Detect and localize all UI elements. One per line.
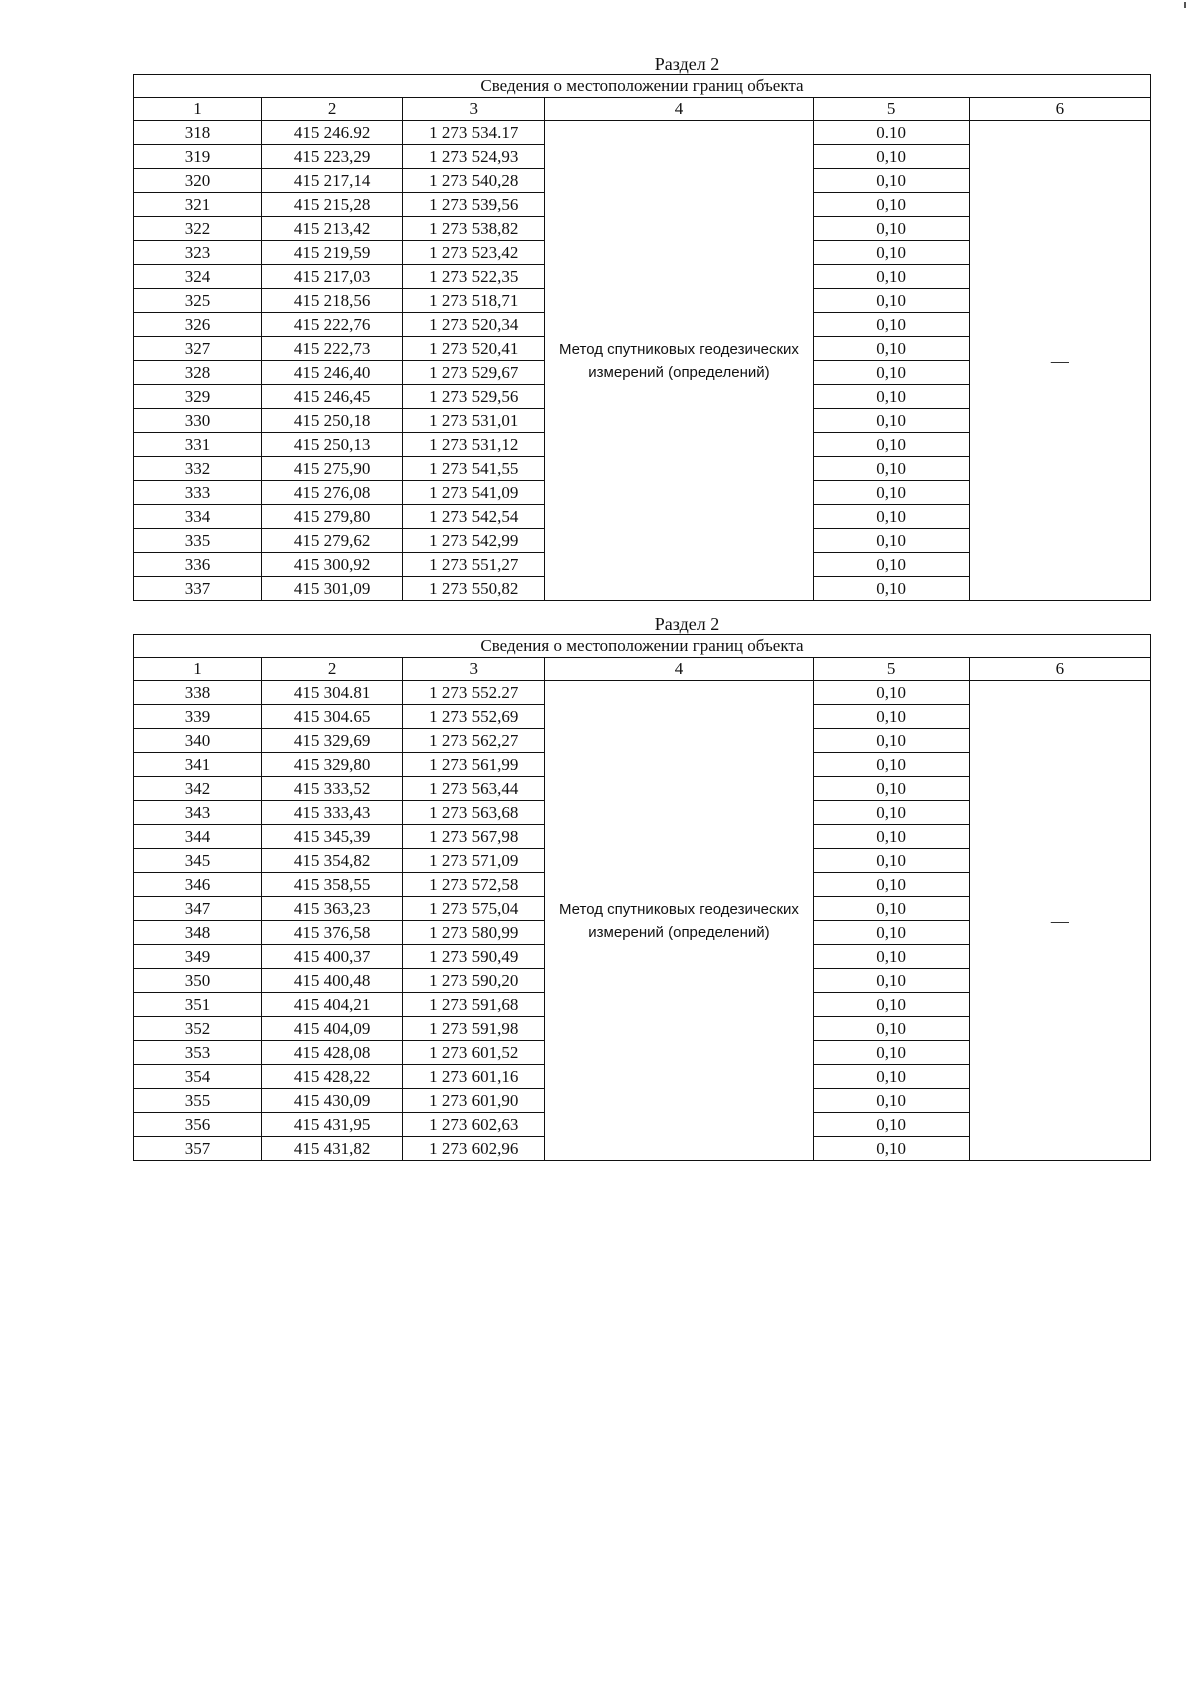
coordinate-y: 1 273 591,68 [403, 993, 545, 1017]
point-number: 329 [134, 385, 262, 409]
accuracy-value: 0,10 [813, 1017, 969, 1041]
accuracy-value: 0,10 [813, 1065, 969, 1089]
column-header-3: 3 [403, 98, 545, 121]
coordinate-x: 415 222,73 [262, 337, 403, 361]
point-number: 335 [134, 529, 262, 553]
coordinate-y: 1 273 529,67 [403, 361, 545, 385]
accuracy-value: 0,10 [813, 825, 969, 849]
coordinate-y: 1 273 542,54 [403, 505, 545, 529]
point-number: 344 [134, 825, 262, 849]
column-6-value: — [969, 121, 1150, 601]
point-number: 332 [134, 457, 262, 481]
coordinate-y: 1 273 552.27 [403, 681, 545, 705]
column-header-5: 5 [813, 98, 969, 121]
coordinate-x: 415 304.65 [262, 705, 403, 729]
accuracy-value: 0,10 [813, 409, 969, 433]
coordinate-y: 1 273 520,41 [403, 337, 545, 361]
coordinate-y: 1 273 601,16 [403, 1065, 545, 1089]
accuracy-value: 0,10 [813, 777, 969, 801]
point-number: 352 [134, 1017, 262, 1041]
column-6-value: — [969, 681, 1150, 1161]
coordinate-y: 1 273 551,27 [403, 553, 545, 577]
accuracy-value: 0,10 [813, 801, 969, 825]
coordinate-y: 1 273 590,49 [403, 945, 545, 969]
coordinate-y: 1 273 580,99 [403, 921, 545, 945]
coordinate-x: 415 428,22 [262, 1065, 403, 1089]
accuracy-value: 0,10 [813, 993, 969, 1017]
column-header-3: 3 [403, 658, 545, 681]
scan-mark [1184, 2, 1186, 8]
accuracy-value: 0,10 [813, 337, 969, 361]
coordinate-y: 1 273 552,69 [403, 705, 545, 729]
coordinate-y: 1 273 531,12 [403, 433, 545, 457]
point-number: 326 [134, 313, 262, 337]
coordinate-x: 415 400,48 [262, 969, 403, 993]
point-number: 320 [134, 169, 262, 193]
boundary-coordinates-table [133, 74, 1151, 601]
point-number: 328 [134, 361, 262, 385]
coordinate-y: 1 273 567,98 [403, 825, 545, 849]
coordinate-y: 1 273 541,09 [403, 481, 545, 505]
point-number: 348 [134, 921, 262, 945]
coordinate-x: 415 246,45 [262, 385, 403, 409]
coordinate-y: 1 273 602,63 [403, 1113, 545, 1137]
coordinate-y: 1 273 590,20 [403, 969, 545, 993]
point-number: 339 [134, 705, 262, 729]
point-number: 324 [134, 265, 262, 289]
coordinate-y: 1 273 518,71 [403, 289, 545, 313]
section-title: Раздел 2 [654, 614, 720, 634]
accuracy-value: 0,10 [813, 753, 969, 777]
coordinate-y: 1 273 601,52 [403, 1041, 545, 1065]
coordinate-x: 415 223,29 [262, 145, 403, 169]
section-1 [133, 54, 1151, 601]
point-number: 322 [134, 217, 262, 241]
boundary-coordinates-table [133, 634, 1151, 1161]
coordinate-y: 1 273 601,90 [403, 1089, 545, 1113]
coordinate-x: 415 431,95 [262, 1113, 403, 1137]
coordinate-x: 415 329,69 [262, 729, 403, 753]
point-number: 357 [134, 1137, 262, 1161]
accuracy-value: 0,10 [813, 193, 969, 217]
coordinate-x: 415 363,23 [262, 897, 403, 921]
accuracy-value: 0,10 [813, 457, 969, 481]
coordinate-y: 1 273 540,28 [403, 169, 545, 193]
coordinate-y: 1 273 523,42 [403, 241, 545, 265]
coordinate-x: 415 301,09 [262, 577, 403, 601]
point-number: 353 [134, 1041, 262, 1065]
coordinate-y: 1 273 522,35 [403, 265, 545, 289]
coordinate-x: 415 333,43 [262, 801, 403, 825]
coordinate-x: 415 376,58 [262, 921, 403, 945]
coordinate-x: 415 215,28 [262, 193, 403, 217]
point-number: 321 [134, 193, 262, 217]
column-header-1: 1 [134, 658, 262, 681]
coordinate-y: 1 273 572,58 [403, 873, 545, 897]
coordinate-x: 415 218,56 [262, 289, 403, 313]
coordinate-x: 415 404,21 [262, 993, 403, 1017]
coordinate-x: 415 329,80 [262, 753, 403, 777]
coordinate-x: 415 430,09 [262, 1089, 403, 1113]
column-header-row [134, 658, 1151, 681]
coordinate-x: 415 358,55 [262, 873, 403, 897]
coordinate-x: 415 222,76 [262, 313, 403, 337]
coordinate-y: 1 273 524,93 [403, 145, 545, 169]
accuracy-value: 0.10 [813, 121, 969, 145]
point-number: 341 [134, 753, 262, 777]
section-title: Раздел 2 [654, 54, 720, 74]
accuracy-value: 0,10 [813, 217, 969, 241]
accuracy-value: 0,10 [813, 921, 969, 945]
coordinate-y: 1 273 531,01 [403, 409, 545, 433]
coordinate-y: 1 273 542,99 [403, 529, 545, 553]
coordinate-y: 1 273 541,55 [403, 457, 545, 481]
accuracy-value: 0,10 [813, 705, 969, 729]
accuracy-value: 0,10 [813, 969, 969, 993]
point-number: 340 [134, 729, 262, 753]
coordinate-x: 415 279,80 [262, 505, 403, 529]
point-number: 355 [134, 1089, 262, 1113]
accuracy-value: 0,10 [813, 241, 969, 265]
accuracy-value: 0,10 [813, 1113, 969, 1137]
point-number: 349 [134, 945, 262, 969]
accuracy-value: 0,10 [813, 1041, 969, 1065]
column-header-5: 5 [813, 658, 969, 681]
coordinate-x: 415 428,08 [262, 1041, 403, 1065]
coordinate-x: 415 246.92 [262, 121, 403, 145]
coordinate-x: 415 276,08 [262, 481, 403, 505]
coordinate-y: 1 273 563,68 [403, 801, 545, 825]
coordinate-x: 415 250,13 [262, 433, 403, 457]
accuracy-value: 0,10 [813, 385, 969, 409]
coordinate-x: 415 217,03 [262, 265, 403, 289]
point-number: 342 [134, 777, 262, 801]
coordinate-y: 1 273 539,56 [403, 193, 545, 217]
coordinate-x: 415 400,37 [262, 945, 403, 969]
point-number: 337 [134, 577, 262, 601]
point-number: 345 [134, 849, 262, 873]
coordinate-x: 415 354,82 [262, 849, 403, 873]
point-number: 336 [134, 553, 262, 577]
column-header-6: 6 [969, 658, 1150, 681]
coordinate-x: 415 279,62 [262, 529, 403, 553]
point-number: 330 [134, 409, 262, 433]
accuracy-value: 0,10 [813, 1089, 969, 1113]
point-number: 323 [134, 241, 262, 265]
point-number: 346 [134, 873, 262, 897]
coordinate-x: 415 333,52 [262, 777, 403, 801]
coordinate-x: 415 275,90 [262, 457, 403, 481]
point-number: 334 [134, 505, 262, 529]
coordinate-x: 415 250,18 [262, 409, 403, 433]
accuracy-value: 0,10 [813, 169, 969, 193]
table-row [134, 681, 1151, 705]
coordinate-x: 415 404,09 [262, 1017, 403, 1041]
column-header-4: 4 [545, 98, 813, 121]
accuracy-value: 0,10 [813, 145, 969, 169]
coordinate-x: 415 246,40 [262, 361, 403, 385]
column-header-1: 1 [134, 98, 262, 121]
coordinate-y: 1 273 538,82 [403, 217, 545, 241]
accuracy-value: 0,10 [813, 945, 969, 969]
table-row [134, 121, 1151, 145]
coordinate-y: 1 273 562,27 [403, 729, 545, 753]
point-number: 347 [134, 897, 262, 921]
coordinate-y: 1 273 575,04 [403, 897, 545, 921]
accuracy-value: 0,10 [813, 289, 969, 313]
coordinate-y: 1 273 563,44 [403, 777, 545, 801]
point-number: 327 [134, 337, 262, 361]
column-header-4: 4 [545, 658, 813, 681]
point-number: 350 [134, 969, 262, 993]
accuracy-value: 0,10 [813, 897, 969, 921]
point-number: 331 [134, 433, 262, 457]
point-number: 319 [134, 145, 262, 169]
coordinate-y: 1 273 602,96 [403, 1137, 545, 1161]
point-number: 333 [134, 481, 262, 505]
determination-method: Метод спутниковых геодезических измерений (определений) [545, 681, 813, 1161]
column-header-row [134, 98, 1151, 121]
column-header-2: 2 [262, 658, 403, 681]
accuracy-value: 0,10 [813, 1137, 969, 1161]
point-number: 354 [134, 1065, 262, 1089]
accuracy-value: 0,10 [813, 529, 969, 553]
coordinate-x: 415 345,39 [262, 825, 403, 849]
coordinate-y: 1 273 534.17 [403, 121, 545, 145]
coordinate-y: 1 273 550,82 [403, 577, 545, 601]
coordinate-x: 415 431,82 [262, 1137, 403, 1161]
point-number: 351 [134, 993, 262, 1017]
coordinate-x: 415 219,59 [262, 241, 403, 265]
point-number: 356 [134, 1113, 262, 1137]
table-caption: Сведения о местоположении границ объекта [134, 635, 1151, 658]
determination-method: Метод спутниковых геодезических измерений (определений) [545, 121, 813, 601]
accuracy-value: 0,10 [813, 681, 969, 705]
accuracy-value: 0,10 [813, 505, 969, 529]
column-header-2: 2 [262, 98, 403, 121]
accuracy-value: 0,10 [813, 873, 969, 897]
coordinate-y: 1 273 529,56 [403, 385, 545, 409]
coordinate-y: 1 273 561,99 [403, 753, 545, 777]
column-header-6: 6 [969, 98, 1150, 121]
table-caption: Сведения о местоположении границ объекта [134, 75, 1151, 98]
accuracy-value: 0,10 [813, 361, 969, 385]
accuracy-value: 0,10 [813, 481, 969, 505]
accuracy-value: 0,10 [813, 313, 969, 337]
accuracy-value: 0,10 [813, 849, 969, 873]
point-number: 343 [134, 801, 262, 825]
point-number: 318 [134, 121, 262, 145]
section-2 [133, 614, 1151, 1161]
point-number: 325 [134, 289, 262, 313]
accuracy-value: 0,10 [813, 729, 969, 753]
accuracy-value: 0,10 [813, 433, 969, 457]
point-number: 338 [134, 681, 262, 705]
coordinate-x: 415 300,92 [262, 553, 403, 577]
accuracy-value: 0,10 [813, 265, 969, 289]
coordinate-x: 415 304.81 [262, 681, 403, 705]
accuracy-value: 0,10 [813, 553, 969, 577]
coordinate-y: 1 273 571,09 [403, 849, 545, 873]
coordinate-x: 415 213,42 [262, 217, 403, 241]
coordinate-x: 415 217,14 [262, 169, 403, 193]
coordinate-y: 1 273 591,98 [403, 1017, 545, 1041]
accuracy-value: 0,10 [813, 577, 969, 601]
coordinate-y: 1 273 520,34 [403, 313, 545, 337]
